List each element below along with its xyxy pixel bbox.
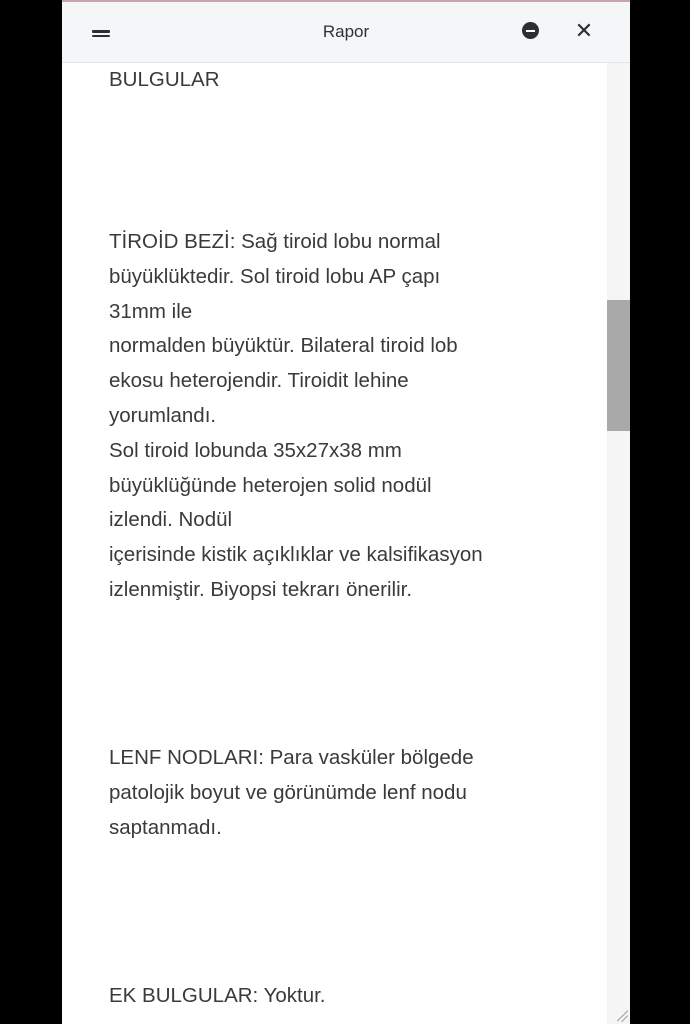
thyroid-line: büyüklüğünde heterojen solid nodül bbox=[109, 473, 432, 497]
title-bar bbox=[62, 2, 630, 63]
minus-circle-icon bbox=[522, 22, 539, 39]
scrollbar-thumb[interactable] bbox=[607, 300, 630, 431]
thyroid-line: Sol tiroid lobunda 35x27x38 mm bbox=[109, 438, 402, 462]
thyroid-line: ekosu heterojendir. Tiroidit lehine bbox=[109, 369, 409, 393]
thyroid-line: yorumlandı. bbox=[109, 404, 217, 427]
lymph-node-line: LENF NODLARI: Para vasküler bölgede bbox=[109, 746, 474, 769]
findings-heading: BULGULAR bbox=[109, 68, 220, 91]
window-title: Rapor bbox=[322, 22, 370, 41]
thyroid-line: normalden büyüktür. Bilateral tiroid lob bbox=[109, 334, 458, 358]
close-button[interactable] bbox=[573, 19, 595, 43]
thyroid-line: izlenmiştir. Biyopsi tekrarı önerilir. bbox=[109, 578, 413, 601]
thyroid-line: büyüklüktedir. Sol tiroid lobu AP çapı bbox=[109, 264, 441, 288]
additional-findings-line: EK BULGULAR: Yoktur. bbox=[109, 984, 326, 1007]
resize-grip-icon[interactable] bbox=[616, 1010, 628, 1022]
report-content[interactable] bbox=[62, 63, 607, 1024]
thyroid-line: içerisinde kistik açıklıklar ve kalsifikasyon bbox=[109, 543, 483, 567]
scrollbar-track[interactable] bbox=[607, 63, 630, 1024]
report-window bbox=[62, 0, 630, 1024]
thyroid-line: 31mm ile bbox=[109, 299, 193, 323]
thyroid-line: izlendi. Nodül bbox=[109, 508, 233, 532]
lymph-node-line: saptanmadı. bbox=[109, 815, 222, 839]
thyroid-line: TİROİD BEZİ: Sağ tiroid lobu normal bbox=[109, 230, 441, 253]
lymph-node-line: patolojik boyut ve görünümde lenf nodu bbox=[109, 780, 467, 804]
close-icon: ✕ bbox=[574, 18, 594, 43]
minimize-button[interactable] bbox=[520, 20, 542, 42]
